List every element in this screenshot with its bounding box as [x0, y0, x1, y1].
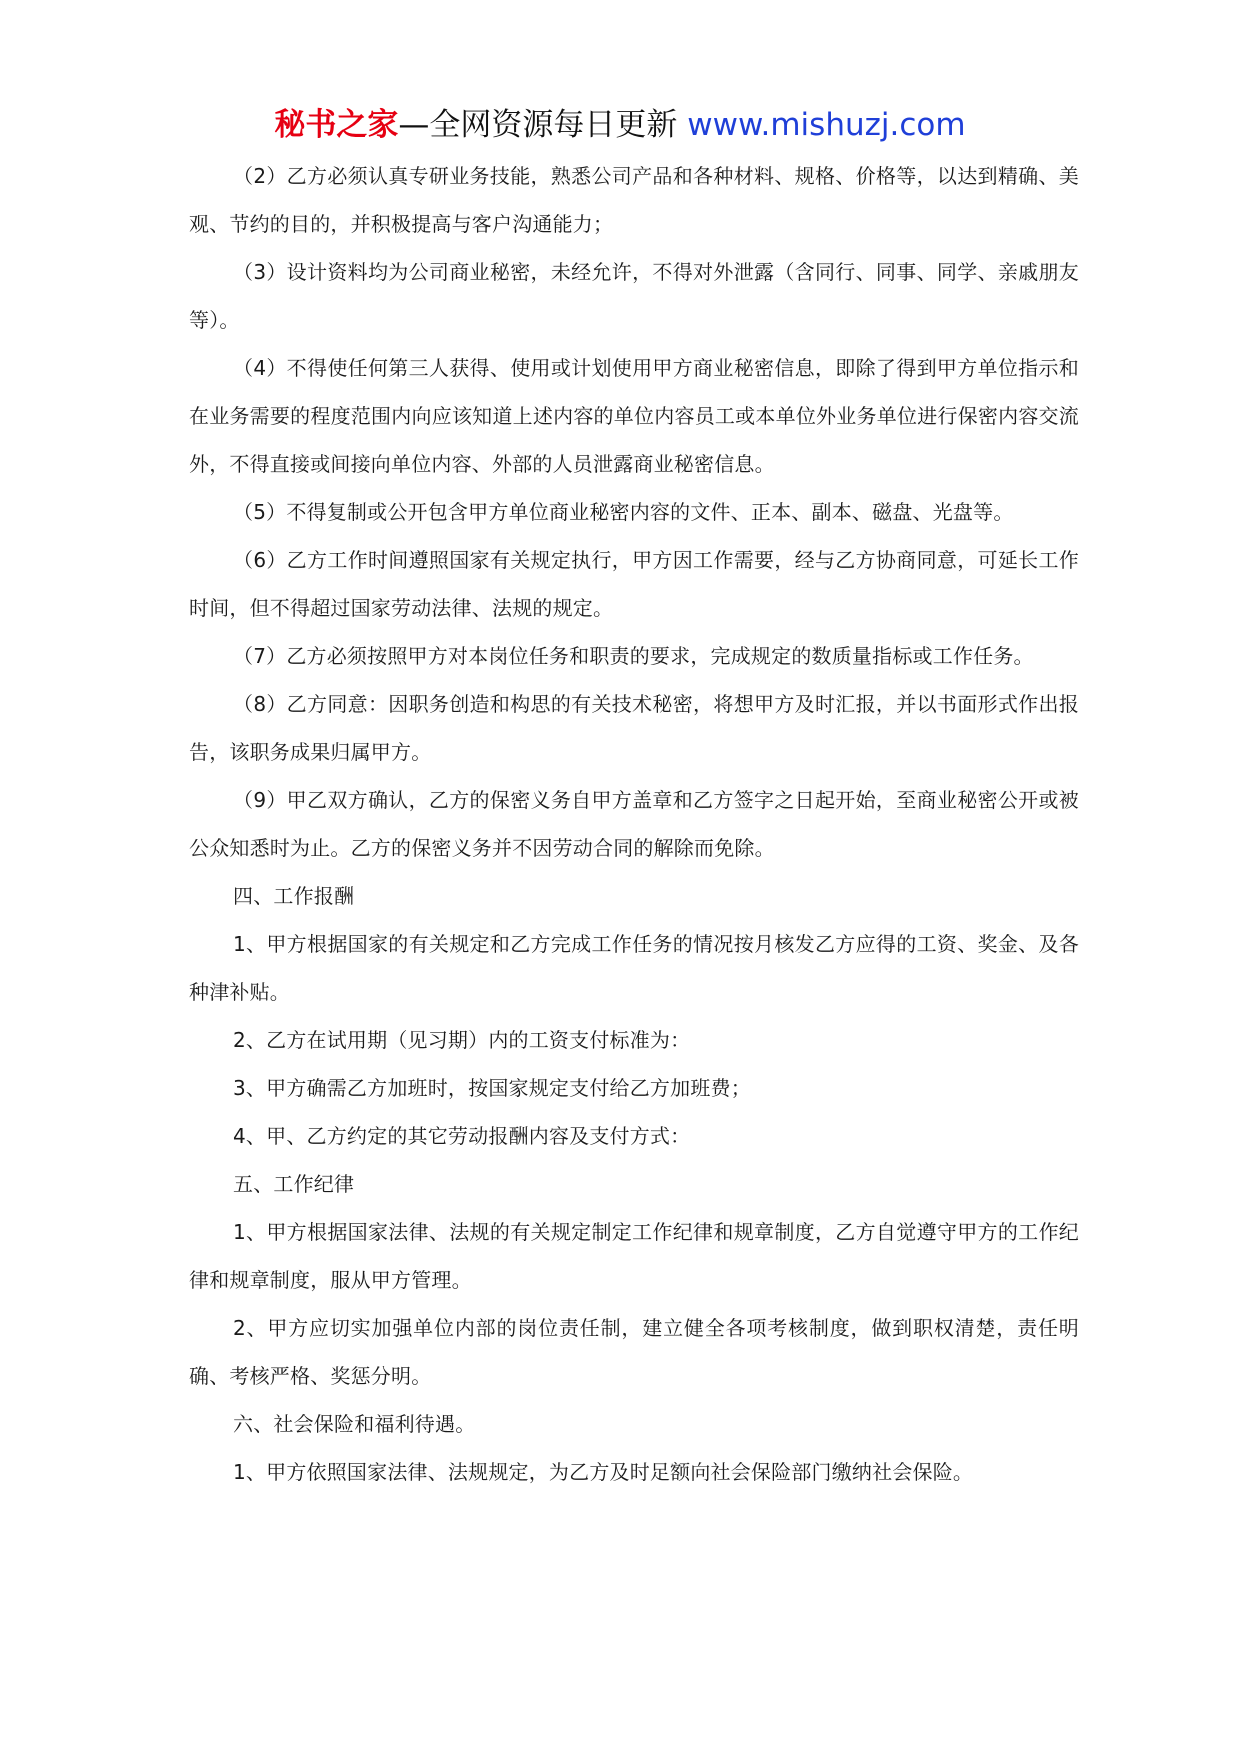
clause-5: （5）不得复制或公开包含甲方单位商业秘密内容的文件、正本、副本、磁盘、光盘等。 [233, 500, 1014, 524]
clause-8: （8）乙方同意：因职务创造和构思的有关技术秘密，将想甲方及时汇报，并以书面形式作出报告，该职务成果归属甲方。 [189, 692, 1079, 764]
clause-2: （2）乙方必须认真专研业务技能，熟悉公司产品和各种材料、规格、价格等，以达到精确、美观、节约的目的，并积极提高与客户沟通能力； [189, 164, 1079, 236]
document-body [189, 152, 1079, 1496]
insurance-item-1: 1、甲方依照国家法律、法规规定，为乙方及时足额向社会保险部门缴纳社会保险。 [233, 1460, 974, 1484]
section-heading-insurance: 六、社会保险和福利待遇。 [233, 1412, 476, 1436]
section-heading-discipline: 五、工作纪律 [233, 1172, 355, 1196]
page-header [0, 103, 1240, 147]
discipline-item-1: 1、甲方根据国家法律、法规的有关规定制定工作纪律和规章制度，乙方自觉遵守甲方的工作纪律和规章制度，服从甲方管理。 [189, 1220, 1079, 1292]
clause-3: （3）设计资料均为公司商业秘密，未经允许，不得对外泄露（含同行、同事、同学、亲戚朋友等）。 [189, 260, 1079, 332]
compensation-item-4: 4、甲、乙方约定的其它劳动报酬内容及支付方式： [233, 1124, 691, 1148]
header-slogan: —全网资源每日更新 [398, 107, 678, 143]
compensation-item-2: 2、乙方在试用期（见习期）内的工资支付标准为： [233, 1028, 691, 1052]
brand-name: 秘书之家 [274, 107, 399, 143]
discipline-item-2: 2、甲方应切实加强单位内部的岗位责任制，建立健全各项考核制度，做到职权清楚，责任明确、考核严格、奖惩分明。 [189, 1316, 1079, 1388]
clause-6: （6）乙方工作时间遵照国家有关规定执行，甲方因工作需要，经与乙方协商同意，可延长工作时间，但不得超过国家劳动法律、法规的规定。 [189, 548, 1079, 620]
clause-7: （7）乙方必须按照甲方对本岗位任务和职责的要求，完成规定的数质量指标或工作任务。 [233, 644, 1034, 668]
compensation-item-1: 1、甲方根据国家的有关规定和乙方完成工作任务的情况按月核发乙方应得的工资、奖金、及各种津补贴。 [189, 932, 1079, 1004]
website-url: www.mishuzj.com [687, 107, 966, 143]
clause-9: （9）甲乙双方确认，乙方的保密义务自甲方盖章和乙方签字之日起开始，至商业秘密公开或被公众知悉时为止。乙方的保密义务并不因劳动合同的解除而免除。 [189, 788, 1079, 860]
clause-4: （4）不得使任何第三人获得、使用或计划使用甲方商业秘密信息，即除了得到甲方单位指示和在业务需要的程度范围内向应该知道上述内容的单位内容员工或本单位外业务单位进行保密内容交流外，不得直接或间接向单位内容、外部的人员泄露商业秘密信息。 [189, 356, 1079, 476]
section-heading-compensation: 四、工作报酬 [233, 884, 355, 908]
compensation-item-3: 3、甲方确需乙方加班时，按国家规定支付给乙方加班费； [233, 1076, 751, 1100]
